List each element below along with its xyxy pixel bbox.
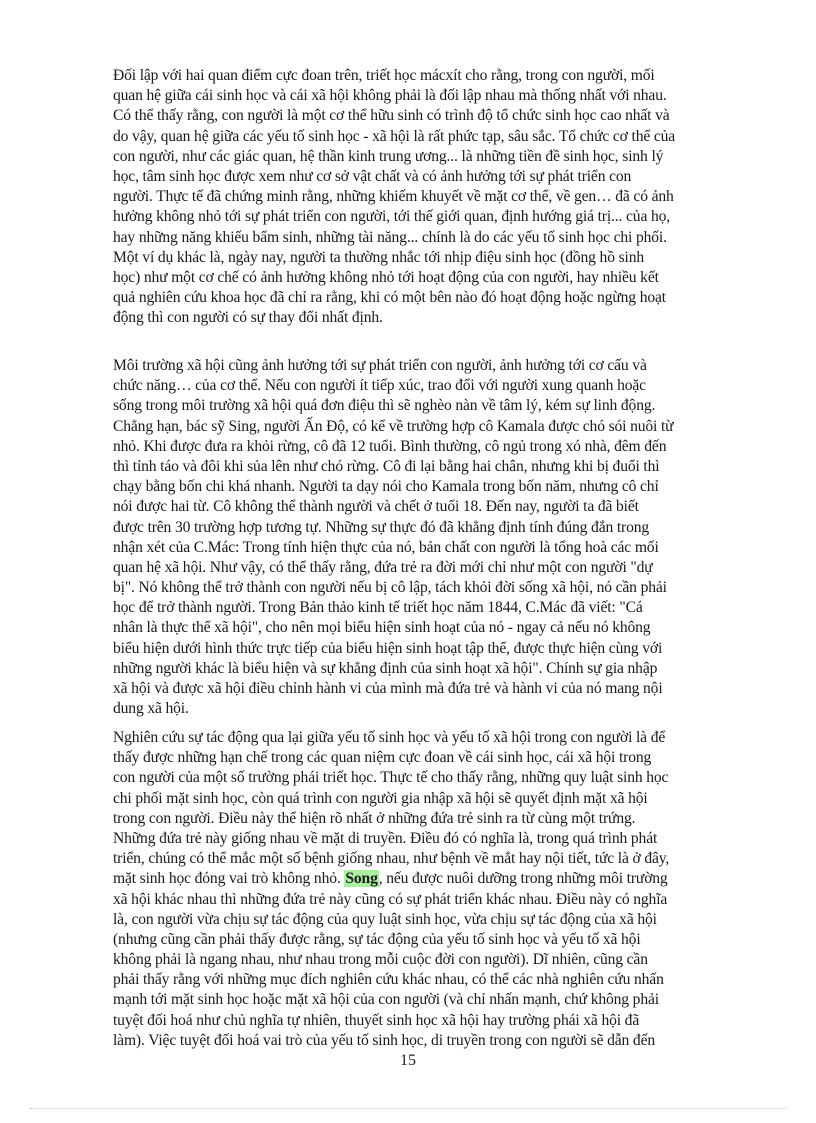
text-line: nhỏ. Khi được đưa ra khỏi rừng, cô đã 12 tuổi. Bình thường, cô ngủ trong xó nhà, đêm đến (113, 437, 667, 455)
text-line: triển, chúng có thể mắc một số bệnh giống nhau, như bệnh về mắt hay nội tiết, tức là ở đây, (113, 850, 670, 868)
text-line: thì tỉnh táo và đôi khi sủa lên như chó rừng. Cô đi lại bằng hai chân, nhưng khi bị đuổi thì (113, 457, 660, 475)
text-line: học, tâm sinh học được xem như cơ sở vật chất và có ảnh hưởng tới sự phát triển con (113, 167, 632, 185)
text-line: biểu hiện dưới hình thức trực tiếp của biểu hiện sinh hoạt tập thể, được thực hiện cùng với (113, 639, 663, 657)
text-line: người. Thực tế đã chứng minh rằng, những khiếm khuyết về mặt cơ thể, về gen… đã có ảnh (113, 188, 674, 206)
page-bottom-border (30, 1108, 786, 1109)
text-line: Một ví dụ khác là, ngày nay, người ta thường nhắc tới nhịp điệu sinh học (đồng hồ sinh (113, 248, 644, 266)
text-line: quả nghiên cứu khoa học đã chỉ ra rằng, khi có một bên nào đó hoạt động hoặc ngừng hoạt (113, 289, 666, 307)
paragraph-2 (113, 356, 705, 719)
text-line: làm). Việc tuyệt đối hoá vai trò của yếu tố sinh học, di truyền trong con người sẽ dẫn đến (113, 1031, 655, 1049)
text-line: tuyệt đối hoá như chủ nghĩa tự nhiên, thuyết sinh học xã hội hay trường phái xã hội đã (113, 1011, 640, 1029)
text-line: những người khác là biểu hiện và sự khẳng định của sinh hoạt xã hội". Chính sự gia nhập (113, 659, 658, 677)
text-line: Nghiên cứu sự tác động qua lại giữa yếu tố sinh học và yếu tố xã hội trong con người là để (113, 729, 666, 746)
text-line: chi phối mặt sinh học, còn quá trình con người gia nhập xã hội sẽ quyết định mặt xã hội (113, 789, 648, 807)
text-line: mặt sinh học đóng vai trò không nhỏ. Song, nếu được nuôi dưỡng trong những môi trường (113, 870, 668, 888)
text-line: phải thấy rằng với những mục đích nghiên cứu khác nhau, có thể các nhà nghiên cứu nhấn (113, 971, 664, 989)
text-line: học) như một cơ chế có ảnh hưởng không nhỏ tới hoạt động của con người, hay nhiều kết (113, 268, 659, 286)
text-line: mạnh tới mặt sinh học hoặc mặt xã hội của con người (và chỉ nhấn mạnh, chứ không phải (113, 991, 659, 1009)
text-line: trong con người. Điều này thể hiện rõ nhất ở những đứa trẻ sinh ra từ cùng một trứng. (113, 809, 636, 827)
text-line: con người, như các giác quan, hệ thần kinh trung ương... là những tiền đề sinh học, sinh lý (113, 147, 664, 165)
text-line: xã hội và được xã hội điều chỉnh hành vi của mình mà đứa trẻ và hành vi của nó mang nội (113, 680, 663, 697)
text-line: nhân là thực thể xã hội", cho nên mọi biểu hiện sinh hoạt của nó - ngay cả nếu nó không (113, 619, 651, 637)
text-line: được trên 30 trường hợp tương tự. Những sự thực đó đã khẳng định tính đúng đắn trong (113, 518, 650, 536)
paragraph-3 (113, 728, 705, 1051)
text-line: Môi trường xã hội cũng ảnh hưởng tới sự phát triển con người, ảnh hưởng tới cơ cấu và (113, 357, 647, 374)
text-line: nhận xét của C.Mác: Trong tính hiện thực của nó, bản chất con người là tổng hoà các mối (113, 538, 659, 556)
text-line: Chẳng hạn, bác sỹ Sing, người Ấn Độ, có kể về trường hợp cô Kamala được chó sói nuôi từ (113, 417, 674, 435)
text-line: Đối lập với hai quan điểm cực đoan trên, triết học mácxít cho rằng, trong con người, mối (113, 67, 655, 84)
text-line: quan hệ xã hội. Như vậy, có thể thấy rằng, đứa trẻ ra đời mới chỉ như một con người "dự (113, 558, 653, 576)
text-line: chạy bằng bốn chi khá nhanh. Người ta dạy nói cho Kamala trong bốn năm, nhưng cô chỉ (113, 478, 659, 496)
text-line: thấy được những hạn chế trong các quan niệm cực đoan về cái sinh học, cái xã hội trong (113, 749, 652, 767)
text-line: con người của một số trường phái triết học. Thực tế cho thấy rằng, những quy luật sinh học (113, 769, 669, 787)
text-line: do vậy, quan hệ giữa các yếu tố sinh học - xã hội là rất phức tạp, sâu sắc. Tổ chức cơ thể của (113, 127, 676, 145)
text-line: Những đứa trẻ này giống nhau về mặt di truyền. Điều đó có nghĩa là, trong quá trình phát (113, 829, 658, 847)
text-line: nói được hai từ. Cô không thể thành người và chết ở tuổi 18. Đến nay, người ta đã biết (113, 498, 639, 516)
text-line: không phải là ngang nhau, như nhau trong mỗi cuộc đời con người). Dĩ nhiên, cũng cần (113, 951, 648, 969)
text-line: học để trở thành người. Trong Bản thảo kinh tế triết học năm 1844, C.Mác đã viết: "Cá (113, 599, 643, 617)
text-line: quan hệ giữa cái sinh học và cái xã hội không phải là đối lập nhau mà thống nhất với nhau. (113, 87, 667, 105)
page-number: 15 (400, 1052, 416, 1069)
text-line: xã hội khác nhau thì những đứa trẻ này cũng có sự phát triển khác nhau. Điều này có nghĩa (113, 890, 668, 908)
text-line: (nhưng cũng cần phải thấy được rằng, sự tác động của yếu tố sinh học và yếu tố xã hội (113, 930, 641, 948)
text-line: động thì con người có sự thay đổi nhất định. (113, 309, 383, 327)
paragraph-1 (113, 66, 705, 328)
text-line: chức năng… của cơ thể. Nếu con người ít tiếp xúc, trao đổi với người xung quanh hoặc (113, 377, 646, 395)
text-line: là, con người vừa chịu sự tác động của quy luật sinh học, vừa chịu sự tác động của xã hội (113, 910, 657, 928)
text-line: Có thể thấy rằng, con người là một cơ thể hữu sinh có trình độ tổ chức sinh học cao nhất và (113, 107, 670, 125)
text-line: bị". Nó không thể trở thành con người nếu bị cô lập, tách khỏi đời sống xã hội, nó cần phải (113, 579, 667, 597)
text-line: sống trong môi trường xã hội quá đơn điệu thì sẽ nghèo nàn về tâm lý, kém sự linh động. (113, 397, 656, 415)
text-line: dung xã hội. (113, 700, 189, 718)
text-line: hay những năng khiếu bẩm sinh, những tài năng... chính là do các yếu tố sinh học chi phối. (113, 228, 667, 246)
text-line: hưởng không nhỏ tới sự phát triển con người, tới thế giới quan, định hướng giá trị... của họ, (113, 208, 671, 226)
highlighted-word: Song (345, 870, 378, 888)
